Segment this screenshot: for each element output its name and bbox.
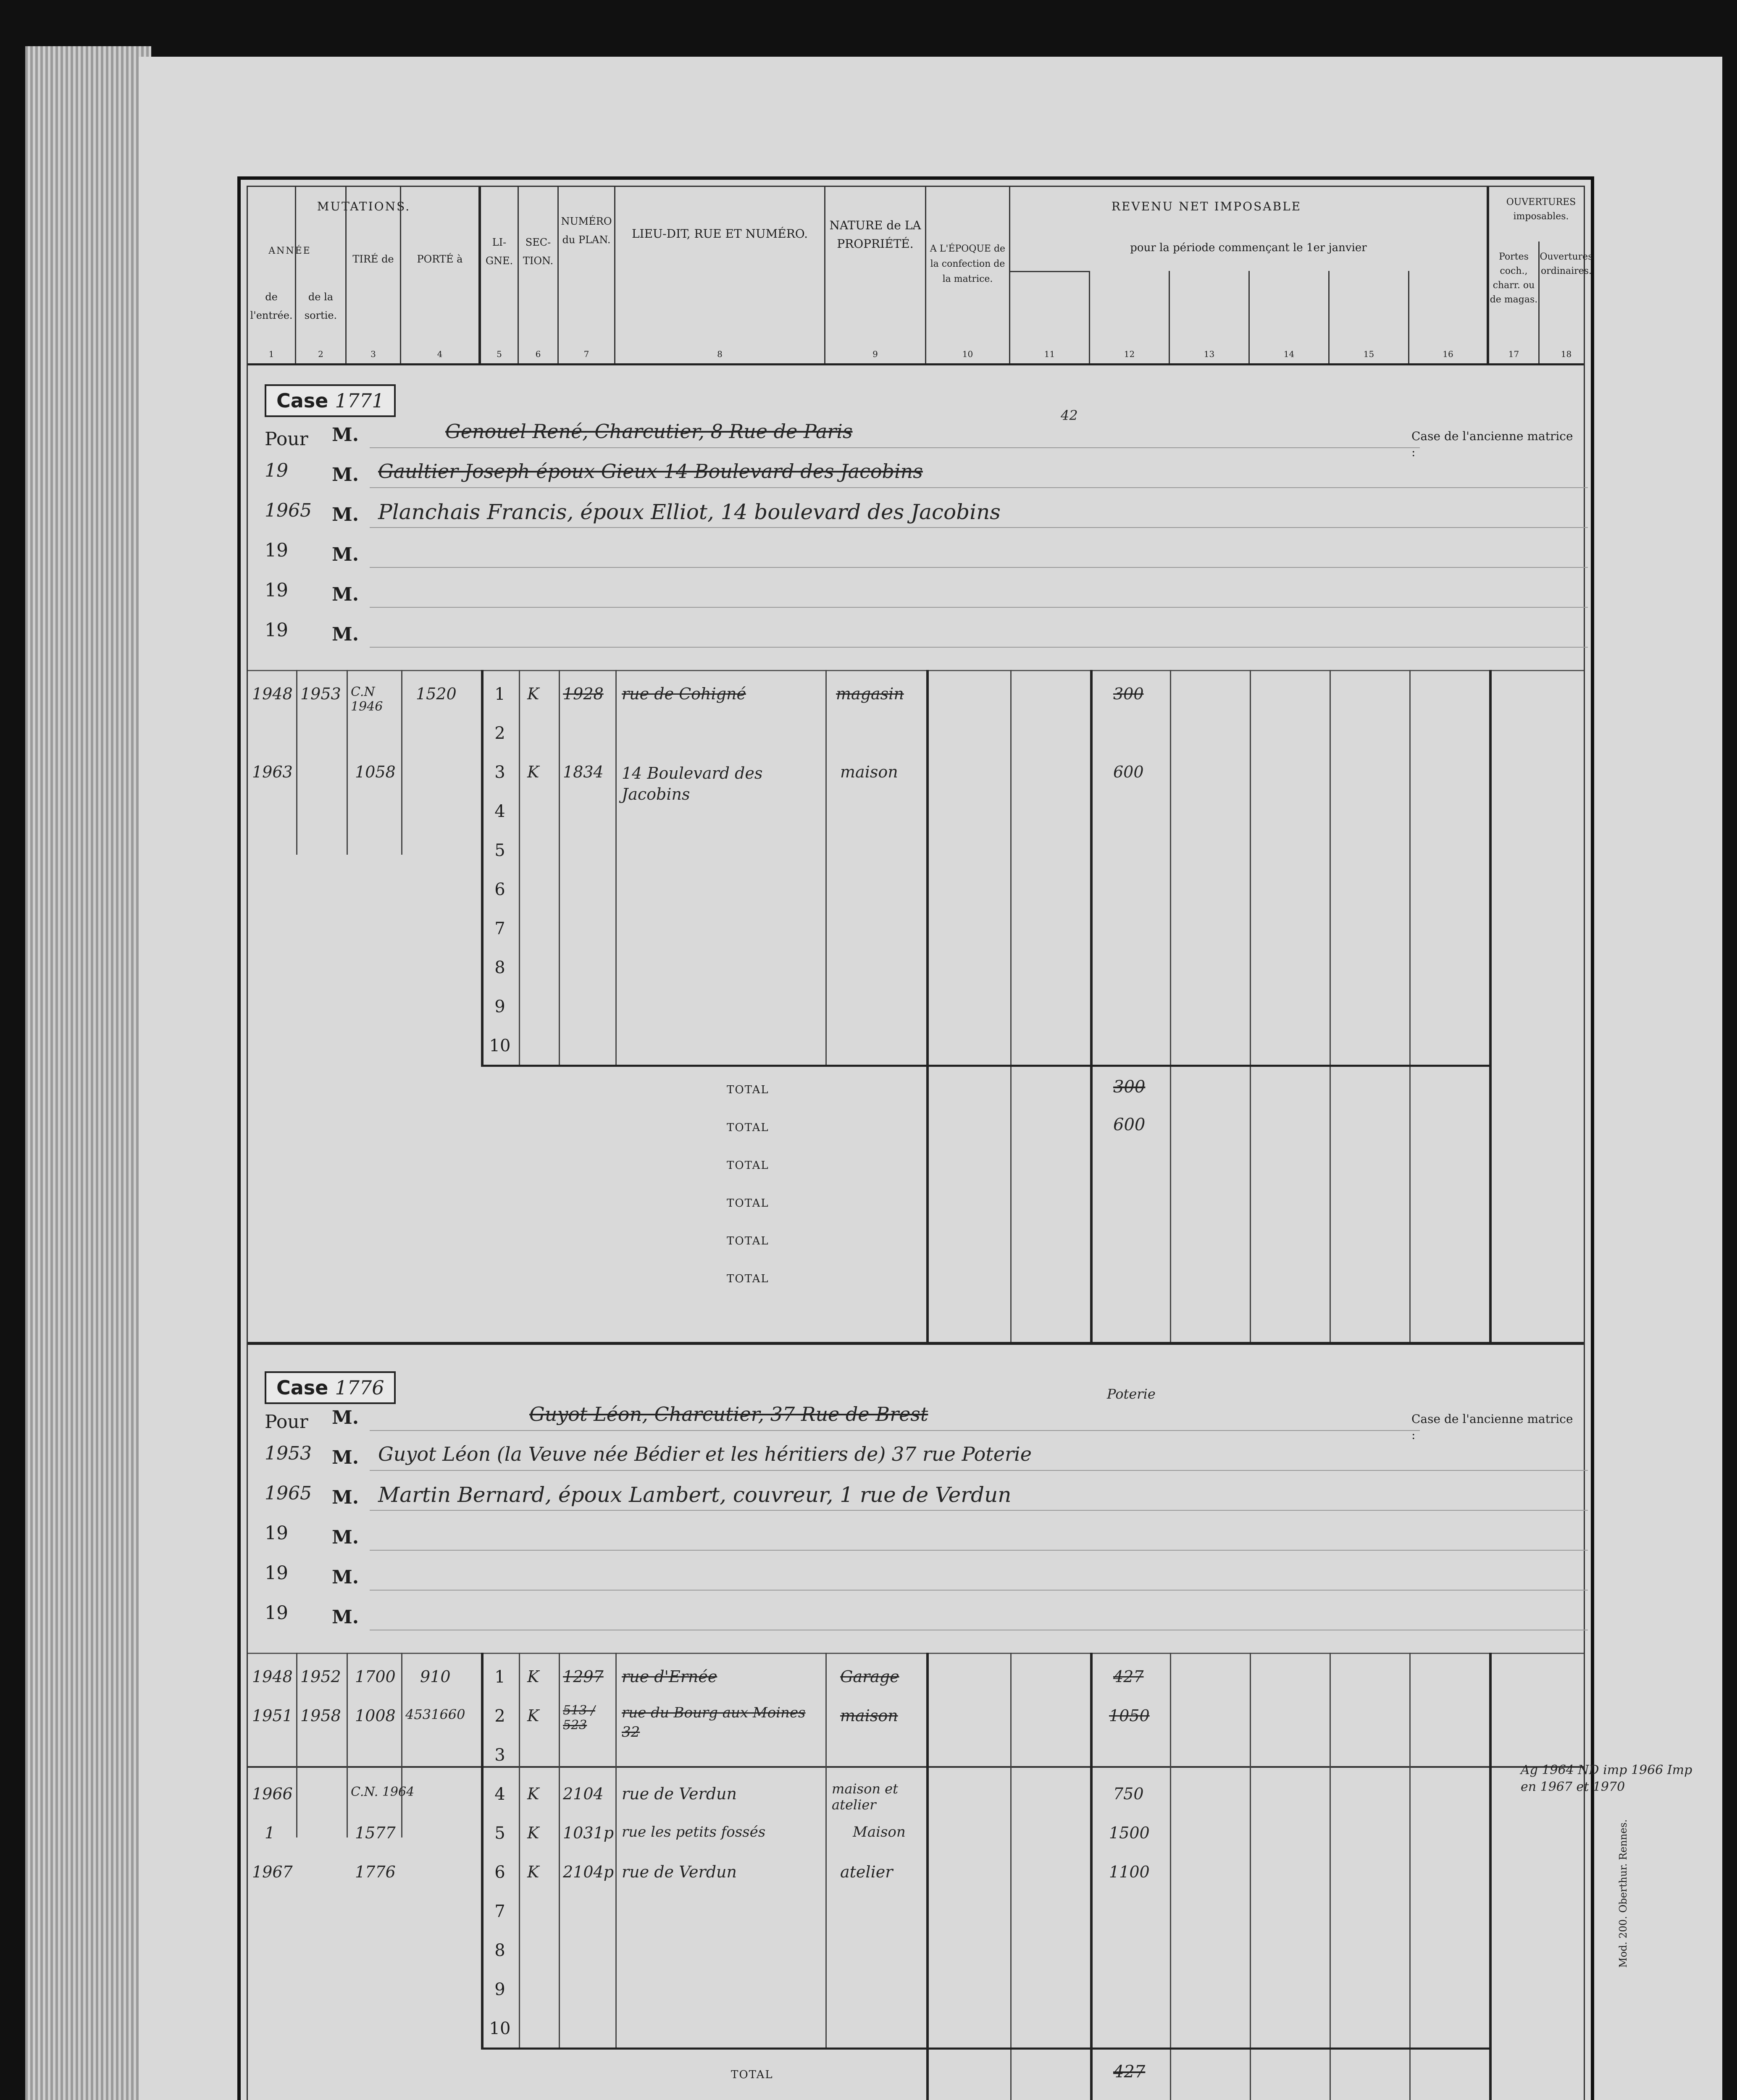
case-1-table-bottom (481, 1065, 1489, 1067)
case-1-total-2: TOTAL (727, 1121, 769, 1134)
case-2-owner-line-5 (370, 1590, 1588, 1591)
case-1-vline (401, 670, 402, 855)
header-entree: de l'entrée. 1 (248, 187, 296, 363)
case-2-row-2-nature: maison (840, 1706, 898, 1725)
case-1-owner-2: Gaultier Joseph époux Gieux 14 Boulevard des Jacobins (378, 460, 923, 483)
case-2-row-2-entree: 1951 (252, 1706, 293, 1725)
case-2-row-5-section: K (527, 1824, 539, 1842)
case-1-vline (1170, 670, 1171, 1342)
case-2-row-4-entree: 1966 (252, 1785, 293, 1803)
case-2-row-4-plan: 2104 (563, 1785, 604, 1803)
case-1-owner-line-5 (370, 607, 1588, 608)
case-2-row-1-sortie: 1952 (300, 1667, 341, 1686)
case-2-row-2-plan: 513 / 523 (563, 1703, 595, 1732)
case-2-row-6-nature: atelier (840, 1863, 893, 1881)
case-1-vline (1250, 670, 1251, 1342)
case-2-vline (1090, 1653, 1093, 2100)
case-2-year-3: 1965 (265, 1483, 312, 1504)
case-1-vline (825, 670, 827, 1065)
case-1-row-1-section: K (527, 685, 539, 703)
case-2-row-6-tire: 1776 (355, 1863, 396, 1881)
case-1-vline (559, 670, 560, 1065)
case-2-ancienne-matrice: Case de l'ancienne matrice : (1411, 1412, 1573, 1442)
case-2-owner-1-note: Poterie (1107, 1386, 1156, 1402)
case-1-total-5: TOTAL (727, 1235, 769, 1247)
case-1-m-1: M. (332, 424, 359, 446)
case-1-row-1-plan: 1928 (563, 685, 604, 703)
case-2-margin-note: Ag 1964 ND imp 1966 Imp en 1967 et 1970 (1521, 1763, 1692, 1794)
case-1-year-5: 19 (265, 580, 288, 601)
case-1-row-3-lieu: 14 Boulevard des Jacobins (622, 764, 763, 803)
case-1-row-1-porte: 1520 (416, 685, 457, 703)
case-1-owner-line-1 (370, 447, 1420, 448)
case-1-vline (296, 670, 297, 855)
header-ordinaires: Ouvertures ordinaires. 18 (1540, 252, 1593, 359)
case-2-row-2-lieu: rue du Bourg aux Moines 32 (622, 1704, 806, 1740)
case-1-owner-3: Planchais Francis, époux Elliot, 14 boulevard des Jacobins (378, 500, 1001, 524)
case-2-vline (615, 1653, 617, 2048)
case-1-year-2: 19 (265, 460, 288, 481)
case-2-row-7-num: 7 (494, 1902, 505, 1921)
case-1-owner-line-3 (370, 527, 1588, 528)
case-2-vline (825, 1653, 827, 2048)
case-2-box (265, 1371, 396, 1404)
case-2-row-2-tire: 1008 (355, 1706, 396, 1725)
case-2-row-1-tire: 1700 (355, 1667, 396, 1686)
case-1-row-1-num: 1 (494, 685, 505, 704)
header-sortie: de la sortie. 2 (296, 187, 347, 363)
case-1-row-7-num: 7 (494, 919, 505, 938)
case-2-row-2-num: 2 (494, 1706, 505, 1726)
case-2-row-10-num: 10 (489, 2019, 511, 2038)
case-1-vline (926, 670, 929, 1342)
case-2-row-3-num: 3 (494, 1746, 505, 1765)
case-2-vline (1330, 1653, 1331, 2100)
case-2-row-1-lieu: rue d'Ernée (622, 1667, 717, 1686)
case-2-row-5-lieu: rue les petits fossés (622, 1824, 766, 1840)
header-mutations-title: MUTATIONS. (317, 200, 411, 213)
case-2-row-4-revenu: 750 (1113, 1785, 1144, 1803)
case-2-row-1-porte: 910 (420, 1667, 451, 1686)
case-2-vline (559, 1653, 560, 2048)
case-2-year-5: 19 (265, 1562, 288, 1584)
case-1-m-3: M. (332, 504, 359, 525)
header-col-13: 13 (1170, 271, 1250, 363)
case-1-box (265, 384, 396, 417)
case-1-ancienne-matrice: Case de l'ancienne matrice : (1411, 429, 1573, 459)
case-2-row-4-section: K (527, 1785, 539, 1803)
header-col-11: 11 (1010, 271, 1090, 363)
case-2-row-6-revenu: 1100 (1109, 1863, 1150, 1881)
side-imprint: Mod. 200. Oberthur. Rennes. (1617, 1819, 1629, 1968)
case-2-vline (1489, 1653, 1492, 2100)
case-2-vline (519, 1653, 520, 2048)
case-1-m-2: M. (332, 464, 359, 486)
case-1-vline (1090, 670, 1093, 1342)
case-1-row-1-tire: C.N 1946 (351, 685, 383, 714)
case-2-table-top (248, 1653, 1584, 1654)
case-2-vline (401, 1653, 402, 1838)
case-1-row-4-num: 4 (494, 802, 505, 821)
header-ligne: LI-GNE. 5 (481, 187, 519, 363)
case-2-owner-2: Guyot Léon (la Veuve née Bédier et les héritiers de) 37 rue Poterie (378, 1443, 1032, 1465)
book-edge (25, 46, 151, 2100)
case-1-total-value-2: 600 (1113, 1115, 1146, 1134)
case-2-owner-3: Martin Bernard, époux Lambert, couvreur, 1 rue de Verdun (378, 1483, 1012, 1507)
header-section: SEC-TION. 6 (519, 187, 559, 363)
case-1-vline (519, 670, 520, 1065)
header-tire: TIRÉ de 3 (347, 187, 401, 363)
case-1-row-3-num: 3 (494, 763, 505, 782)
header-epoque: A L'ÉPOQUE de la confection de la matrice. 10 (926, 187, 1010, 363)
case-2-year-6: 19 (265, 1602, 288, 1624)
case-2-row-4-lieu: rue de Verdun (622, 1785, 737, 1803)
header-nature: NATURE de LA PROPRIÉTÉ. 9 (825, 187, 926, 363)
case-2-row-1-nature: Garage (840, 1667, 899, 1686)
case-1-owner-1-note: 42 (1061, 407, 1078, 423)
case-1-separator (248, 1342, 1584, 1345)
case-2-row-5-entree: 1 (265, 1824, 275, 1842)
case-2-m-5: M. (332, 1567, 359, 1588)
case-1-table-top (248, 670, 1584, 671)
case-2-row-5-plan: 1031p (563, 1824, 614, 1842)
case-1-owner-line-2 (370, 487, 1588, 488)
case-2-vline (347, 1653, 348, 1838)
case-1-vline (1330, 670, 1331, 1342)
case-2-vline (1409, 1653, 1411, 2100)
case-2-owner-line-4 (370, 1550, 1588, 1551)
case-1-row-9-num: 9 (494, 997, 505, 1016)
case-2-owner-line-3 (370, 1510, 1588, 1511)
header-portes: Portes coch., charr. ou de magas. 17 (1489, 242, 1540, 363)
header-annee: ANNÉE (268, 246, 311, 256)
case-2-row-4-tire: C.N. 1964 (351, 1785, 415, 1799)
case-1-row-1-sortie: 1953 (300, 685, 341, 703)
case-1-row-3-plan: 1834 (563, 763, 604, 781)
register-page (139, 57, 1722, 2100)
case-2-row-2-sortie: 1958 (300, 1706, 341, 1725)
header-periode: pour la période commençant le 1er janvier (1130, 242, 1367, 254)
case-2-vline (481, 1653, 484, 2048)
column-header (248, 187, 1593, 365)
case-1-row-1-revenu: 300 (1113, 685, 1144, 703)
case-2-row-5-revenu: 1500 (1109, 1824, 1150, 1842)
header-lieudit: LIEU-DIT, RUE ET NUMÉRO. 8 (615, 187, 825, 363)
case-1-total-6: TOTAL (727, 1273, 769, 1285)
case-2-table-bottom (481, 2048, 1489, 2050)
case-1-vline (1489, 670, 1492, 1342)
case-1-row-3-section: K (527, 763, 539, 781)
case-2-row-1-entree: 1948 (252, 1667, 293, 1686)
case-2-number: 1776 (335, 1376, 384, 1399)
case-1-row-10-num: 10 (489, 1036, 511, 1055)
case-2-row-divider (248, 1766, 1584, 1768)
case-2-row-8-num: 8 (494, 1941, 505, 1960)
register-inner-frame (247, 186, 1593, 2100)
case-2-row-2-porte: 4531660 (405, 1706, 465, 1722)
case-2-row-2-section: K (527, 1706, 539, 1725)
case-2-row-2-revenu: 1050 (1109, 1706, 1150, 1725)
header-ouvertures-title: OUVERTURES imposables. (1506, 197, 1576, 222)
header-revenu-title: REVENU NET IMPOSABLE (1111, 200, 1302, 213)
case-1-row-2-num: 2 (494, 724, 505, 743)
header-col-16: 16 (1409, 271, 1489, 363)
case-2-row-6-section: K (527, 1863, 539, 1881)
case-1-m-5: M. (332, 584, 359, 605)
header-col-14: 14 (1250, 271, 1330, 363)
case-1-pour: Pour (265, 428, 308, 450)
case-1-row-6-num: 6 (494, 880, 505, 899)
case-2-row-5-num: 5 (494, 1824, 505, 1843)
case-1-vline (1010, 670, 1012, 1342)
case-2-row-1-revenu: 427 (1113, 1667, 1144, 1686)
case-1-total-value-1: 300 (1113, 1077, 1146, 1097)
case-2-vline (296, 1653, 297, 1838)
case-2-row-5-nature: Maison (853, 1824, 906, 1840)
case-1-vline (1409, 670, 1411, 1342)
case-1-row-1-nature: magasin (836, 685, 904, 703)
case-2-m-4: M. (332, 1527, 359, 1548)
case-2-year-2: 1953 (265, 1443, 312, 1464)
case-2-row-5-tire: 1577 (355, 1824, 396, 1842)
header-col-15: 15 (1330, 271, 1409, 363)
case-2-vline (1250, 1653, 1251, 2100)
case-2-row-6-lieu: rue de Verdun (622, 1863, 737, 1881)
case-2-row-6-num: 6 (494, 1863, 505, 1882)
case-1-row-1-entree: 1948 (252, 685, 293, 703)
case-2-year-4: 19 (265, 1522, 288, 1544)
case-2-row-1-section: K (527, 1667, 539, 1686)
case-2-label: Case (276, 1376, 328, 1399)
header-col-12: 12 (1090, 271, 1170, 363)
case-2-total-1: TOTAL (731, 2068, 773, 2081)
case-1-year-6: 19 (265, 620, 288, 641)
case-2-total-value-1: 427 (1113, 2062, 1146, 2082)
case-1-row-1-lieu: rue de Cohigné (622, 685, 746, 703)
case-2-row-6-plan: 2104p (563, 1863, 614, 1881)
case-2-row-9-num: 9 (494, 1980, 505, 1999)
case-1-label: Case (276, 389, 328, 412)
case-1-row-5-num: 5 (494, 841, 505, 860)
case-1-m-6: M. (332, 624, 359, 645)
case-2-owner-line-1 (370, 1430, 1420, 1431)
case-2-m-2: M. (332, 1447, 359, 1468)
case-2-pour: Pour (265, 1411, 308, 1433)
case-2-owner-line-2 (370, 1470, 1588, 1471)
case-2-row-4-num: 4 (494, 1785, 505, 1804)
case-2-m-6: M. (332, 1606, 359, 1628)
case-1-owner-line-6 (370, 647, 1588, 648)
register-frame (237, 176, 1594, 2100)
case-1-row-8-num: 8 (494, 958, 505, 977)
case-2-vline (926, 1653, 929, 2100)
case-1-vline (481, 670, 484, 1065)
case-1-m-4: M. (332, 544, 359, 565)
case-1-row-3-revenu: 600 (1113, 763, 1144, 781)
case-1-year-3: 1965 (265, 500, 312, 521)
case-1-row-3-entree: 1963 (252, 763, 293, 781)
case-2-vline (1010, 1653, 1012, 2100)
header-numero: NUMÉRO du PLAN. 7 (559, 187, 615, 363)
case-2-m-3: M. (332, 1487, 359, 1508)
case-2-vline (1170, 1653, 1171, 2100)
case-1-total-4: TOTAL (727, 1197, 769, 1210)
case-1-owner-1: Genouel René, Charcutier, 8 Rue de Paris (445, 420, 853, 443)
case-1-vline (347, 670, 348, 855)
case-2-row-1-num: 1 (494, 1667, 505, 1687)
case-1-row-3-nature: maison (840, 763, 898, 781)
case-1-row-3-tire: 1058 (355, 763, 396, 781)
case-1-total-3: TOTAL (727, 1159, 769, 1172)
case-2-row-4-nature: maison et atelier (832, 1781, 898, 1813)
case-1-owner-line-4 (370, 567, 1588, 568)
header-porte: PORTÉ à 4 (401, 187, 481, 363)
case-1-total-1: TOTAL (727, 1084, 769, 1096)
case-1-vline (615, 670, 617, 1065)
case-2-m-1: M. (332, 1407, 359, 1428)
case-2-row-6-entree: 1967 (252, 1863, 293, 1881)
case-1-number: 1771 (335, 389, 384, 412)
case-2-row-1-plan: 1297 (563, 1667, 604, 1686)
case-1-year-4: 19 (265, 540, 288, 561)
case-2-owner-1: Guyot Léon, Charcutier, 37 Rue de Brest (529, 1403, 928, 1425)
